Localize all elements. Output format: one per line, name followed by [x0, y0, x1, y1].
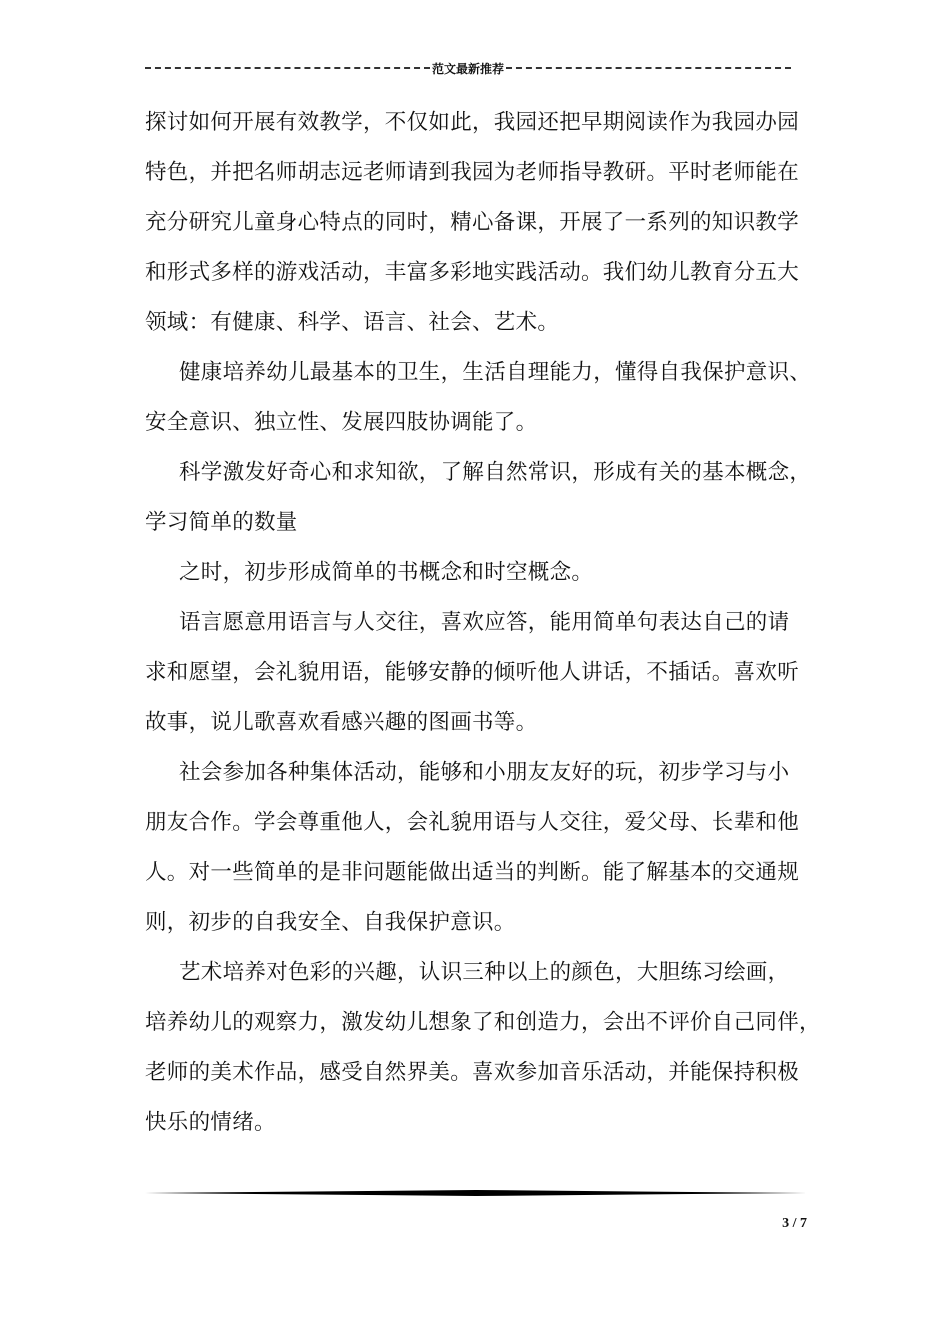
text-line: 快乐的情绪。 — [145, 1110, 276, 1135]
text-line: 和形式多样的游戏活动，丰富多彩地实践活动。我们幼儿教育分五大 — [145, 260, 800, 285]
text-line: 安全意识、独立性、发展四肢协调能了。 — [145, 410, 538, 435]
text-line: 充分研究儿童身心特点的同时，精心备课，开展了一系列的知识教学 — [145, 210, 800, 235]
text-line: 艺术培养对色彩的兴趣，认识三种以上的颜色，大胆练习绘画， — [179, 960, 790, 985]
page-header — [145, 58, 791, 78]
text-line: 故事，说儿歌喜欢看感兴趣的图画书等。 — [145, 710, 538, 735]
text-line: 探讨如何开展有效教学，不仅如此，我园还把早期阅读作为我园办园 — [145, 110, 800, 135]
text-line: 之时，初步形成简单的书概念和时空概念。 — [179, 560, 594, 585]
page-number: 3 / 7 — [782, 1216, 807, 1231]
header-title: 范文最新推荐 — [432, 61, 505, 76]
text-line: 求和愿望，会礼貌用语，能够安静的倾听他人讲话，不插话。喜欢听 — [145, 660, 800, 685]
text-line: 人。对一些简单的是非问题能做出适当的判断。能了解基本的交通规 — [145, 860, 800, 885]
text-line: 学习简单的数量 — [145, 510, 298, 535]
text-line: 特色，并把名师胡志远老师请到我园为老师指导教研。平时老师能在 — [145, 160, 800, 185]
document-body — [145, 98, 821, 1148]
text-line: 朋友合作。学会尊重他人，会礼貌用语与人交往，爱父母、长辈和他 — [145, 810, 800, 835]
text-line: 科学激发好奇心和求知欲，了解自然常识，形成有关的基本概念， — [179, 460, 812, 485]
text-line: 则，初步的自我安全、自我保护意识。 — [145, 910, 516, 935]
text-line: 老师的美术作品，感受自然界美。喜欢参加音乐活动，并能保持积极 — [145, 1060, 800, 1085]
text-line: 健康培养幼儿最基本的卫生，生活自理能力，懂得自我保护意识、 — [179, 360, 812, 385]
text-line: 语言愿意用语言与人交往，喜欢应答，能用简单句表达自己的请 — [179, 610, 790, 635]
text-line: 培养幼儿的观察力，激发幼儿想象了和创造力，会出不评价自己同伴， — [145, 1010, 821, 1035]
header-dash-right — [506, 67, 791, 69]
header-dash-left — [145, 67, 430, 69]
text-line: 领域：有健康、科学、语言、社会、艺术。 — [145, 310, 560, 335]
footer-rule — [145, 1189, 807, 1197]
text-line: 社会参加各种集体活动，能够和小朋友友好的玩，初步学习与小 — [179, 760, 790, 785]
